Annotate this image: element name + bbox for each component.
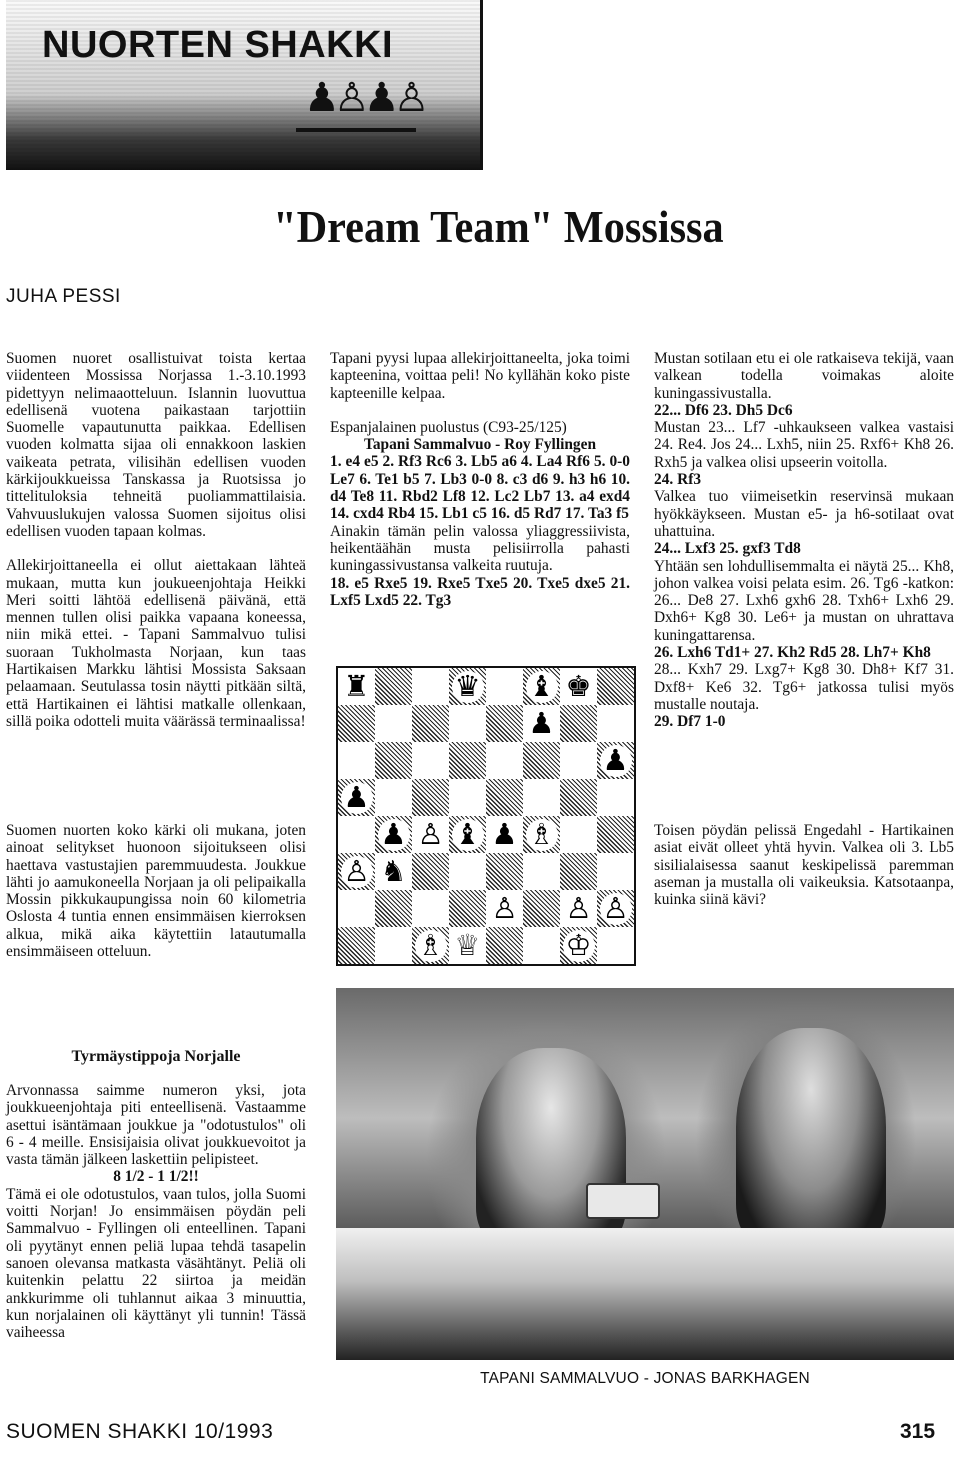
paragraph: Valkea tuo viimeisetkin reservinsä mukaan hyökkäykseen. Mustan e5- ja h6-sotilaat ovat uhattuina. xyxy=(654,488,954,540)
chess-diagram xyxy=(336,666,636,966)
chess-piece-icon: ♙ xyxy=(341,856,373,888)
board-square xyxy=(338,890,375,927)
board-square xyxy=(449,890,486,927)
paragraph: Suomen nuoret osallistuivat toista kertaa viidenteen Mossissa Norjassa 1.-3.10.1993 pidettyyn nelimaaotteluun. Islannin luovuttua edellisenä vuotena paikastaan tarjottiin Suomelle vapautunutta paikkaa. Edellisen vuoden kolmatta sijaa oli ennakkoon laskien vaikeata petrata, vilisihän edellisen vuoden kärkijoukkueissa Tanskassa ja Ruotsissa jo tittelituloksia tehneitä puoliammattilaisia. Vahvuuslukujen valossa Suomen sijoitus olisi edellisen vuoden tapaan kolmas. xyxy=(6,350,306,540)
match-score: 8 1/2 - 1 1/2!! xyxy=(113,1168,199,1186)
game-moves: 18. e5 Rxe5 19. Rxe5 Txe5 20. Txe5 dxe5 21. Lxf5 Lxd5 22. Tg3 xyxy=(330,574,630,609)
board-square xyxy=(338,816,375,853)
board-square xyxy=(560,742,597,779)
chess-piece-icon: ♙ xyxy=(600,893,632,925)
board-square xyxy=(449,705,486,742)
board-square xyxy=(449,742,486,779)
column-1-lower xyxy=(6,822,306,960)
board-square xyxy=(375,779,412,816)
paragraph: Mustan sotilaan etu ei ole ratkaiseva tekijä, vaan valkean todella voimakas aloite kuningassivustalla. xyxy=(654,350,954,402)
board-square xyxy=(523,853,560,890)
chess-piece-icon: ♜ xyxy=(343,669,370,703)
footer-magazine: SUOMEN SHAKKI 10/1993 xyxy=(6,1420,274,1443)
paragraph: Allekirjoittaneella ei ollut aiettakaan lähteä mukaan, mutta kun joukueenjohtaja Heikki Meri soitti lähtöä edellisenä päivänä, että mennen tullen olisi paikka vapaana koneessa, niin mikä ettei. - Tapani Sammalvuo tulisi suoraan Tukholmasta Norjaan, kun taas Hartikaisen Markku lähtisi Mossista Saksaan pelaamaan. Seutulassa tosin näytti pitkään siltä, että Hartikainen ei lähtisi matkalle ollenkaan, sillä poika odotteli muita väärässä terminaalissa! xyxy=(6,557,306,730)
chess-piece-icon: ♗ xyxy=(526,819,558,851)
paragraph: Suomen nuorten koko kärki oli mukana, joten ainoat selitykset huonoon sijoitukseen olisi haettava vastustajien paremmuudesta. Joukkue lähti jo aamukoneella Norjaan ja oli pelipaikalla Mossin pikkukaupungissa noin 60 kilometria Oslosta 4 tuntia ennen ensimmäisen kierroksen alkua, mikä aika käytettiin latautumalla ensimmäiseen otteluun. xyxy=(6,822,306,961)
chess-piece-icon: ♚ xyxy=(565,669,592,703)
board-square xyxy=(560,816,597,853)
game-players: Tapani Sammalvuo - Roy Fyllingen xyxy=(363,436,597,454)
column-3-lower xyxy=(654,822,954,908)
board-square xyxy=(597,927,634,964)
banner-underline xyxy=(296,128,416,132)
chess-clock-icon xyxy=(586,1183,660,1219)
board-square xyxy=(375,890,412,927)
column-1 xyxy=(6,350,306,730)
board-square xyxy=(412,816,449,853)
board-square xyxy=(449,853,486,890)
section-banner xyxy=(6,0,483,170)
sidebar-heading: Tyrmäystippoja Norjalle xyxy=(71,1048,241,1065)
board-square xyxy=(560,927,597,964)
board-square xyxy=(449,816,486,853)
board-square xyxy=(597,705,634,742)
board-square xyxy=(375,816,412,853)
sidebar-text xyxy=(6,1082,306,1341)
board-square xyxy=(597,816,634,853)
paragraph: Toisen pöydän pelissä Engedahl - Hartikainen asiat eivät olleet yhtä hyvin. Valkea oli 3. Lb5 sisilialaisessa saanut keskipelissä paremman aseman ja mustalla oli vaikeuksia. Katsotaanpa, kuinka siinä kävi? xyxy=(654,822,954,909)
photo-player-right xyxy=(736,1028,886,1248)
board-square xyxy=(523,816,560,853)
board-square xyxy=(375,927,412,964)
board-square xyxy=(338,927,375,964)
article-title: "Dream Team" Mossissa xyxy=(273,201,724,252)
board-square xyxy=(486,816,523,853)
board-square xyxy=(338,853,375,890)
board-square xyxy=(560,668,597,705)
board-square xyxy=(523,742,560,779)
chess-piece-icon: ♟ xyxy=(600,745,632,777)
board-square xyxy=(597,742,634,779)
chess-piece-icon: ♔ xyxy=(563,930,595,962)
board-square xyxy=(597,853,634,890)
chess-piece-icon: ♙ xyxy=(565,891,592,925)
board-square xyxy=(449,779,486,816)
board-square xyxy=(597,779,634,816)
game-moves: 24. Rf3 xyxy=(654,471,702,489)
paragraph: 28... Kxh7 29. Lxg7+ Kg8 30. Dh8+ Kf7 31. Dxf8+ Ke6 32. Tg6+ jatkossa tulisi myös mustalle noutaja. xyxy=(654,661,954,713)
board-square xyxy=(560,890,597,927)
board-square xyxy=(597,890,634,927)
chess-piece-icon: ♟ xyxy=(528,706,555,740)
board-square xyxy=(523,779,560,816)
board-square xyxy=(486,853,523,890)
paragraph: Tapani pyysi lupaa allekirjoittaneelta, joka toimi kapteenina, voittaa peli! No kyllähän koko piste kapteenille kelpaa. xyxy=(330,350,630,402)
board-square xyxy=(523,890,560,927)
board-square xyxy=(486,742,523,779)
board-square xyxy=(338,668,375,705)
chess-piece-icon: ♛ xyxy=(452,671,484,703)
board-square xyxy=(486,668,523,705)
paragraph: Arvonnassa saimme numeron yksi, jota joukkueenjohtaja piti enteellisenä. Vastaamme asettui isäntämaan joukkue ja "odotustulos" oli 6 - 4 meille. Ensisijaisia olivat joukkuevoitot ja vasta tämän jälkeen laskettiin pelipisteet. xyxy=(6,1082,306,1169)
board-square xyxy=(412,927,449,964)
article-author: JUHA PESSI xyxy=(6,286,121,307)
game-moves: 29. Df7 1-0 xyxy=(654,713,726,731)
board-square xyxy=(338,779,375,816)
board-square xyxy=(375,705,412,742)
board-square xyxy=(412,668,449,705)
section-title: NUORTEN SHAKKI xyxy=(42,24,394,66)
column-3 xyxy=(654,350,954,731)
board-square xyxy=(560,853,597,890)
paragraph: Mustan 23... Lf7 -uhkaukseen valkea vastaisi 24. Re4. Jos 24... Lxh5, niin 25. Rxf6+ Kh8 26. Rxh5 ja valkea olisi upseerin voitolla. xyxy=(654,419,954,471)
paragraph: Ainakin tämän pelin valossa yliaggressiivista, heikentäähän musta pelisiirrolla pahasti kuningassivustansa valkeita ruutuja. xyxy=(330,522,630,575)
board-square xyxy=(449,668,486,705)
board-square xyxy=(375,742,412,779)
board-square xyxy=(412,890,449,927)
opening-name: Espanjalainen puolustus (C93-25/125) xyxy=(330,418,567,436)
chess-piece-icon: ♙ xyxy=(417,817,444,851)
chess-piece-icon: ♝ xyxy=(452,819,484,851)
photo-table xyxy=(336,1228,954,1360)
board-square xyxy=(412,742,449,779)
pawn-row-icon: ♟♙♟♙ xyxy=(304,75,424,120)
board-square xyxy=(412,853,449,890)
game-moves: 1. e4 e5 2. Rf3 Rc6 3. Lb5 a6 4. La4 Rf6 5. 0-0 Le7 6. Te1 b5 7. Lb3 0-0 8. c3 d6 9. h3 h6 10. d4 Te8 11. Rbd2 Lf8 12. Lc2 Lb7 13. a4 exd4 14. cxd4 Rb4 15. Lb1 c5 16. d5 Rd7 17. Ta3 f5 xyxy=(330,453,630,523)
game-moves: 22... Df6 23. Dh5 Dc6 xyxy=(654,401,793,419)
page-number: 315 xyxy=(900,1420,936,1443)
chess-piece-icon: ♙ xyxy=(491,891,518,925)
board-square xyxy=(412,779,449,816)
game-moves: 24... Lxf3 25. gxf3 Td8 xyxy=(654,540,801,558)
board-square xyxy=(523,668,560,705)
photo-caption: TAPANI SAMMALVUO - JONAS BARKHAGEN xyxy=(480,1370,810,1387)
board-square xyxy=(560,779,597,816)
paragraph: Yhtään sen lohdullisemmalta ei näytä 25... Kh8, johon valkea voisi pelata esim. 26. Tg6 -katkon: 26... De8 27. Lxh6 gxh6 28. Txh6+ Lxh6 29. Dxh6+ Kg8 30. Le6+ ja mustan on uhrattava kuningattarensa. xyxy=(654,557,954,644)
board-square xyxy=(449,927,486,964)
board-square xyxy=(597,668,634,705)
board-square xyxy=(486,779,523,816)
board-square xyxy=(523,705,560,742)
board-square xyxy=(486,927,523,964)
board-square xyxy=(338,705,375,742)
paragraph: Tämä ei ole odotustulos, vaan tulos, jolla Suomi voitti Norjan! Jo ensimmäisen pöydän peli Sammalvuo - Fyllingen oli enteellinen. Tapani oli pyytänyt ennen peliä lupaa tehdä tasapelin sanoen olevansa matkasta väsähtänyt. Peliä oli kuitenkin pelattu 22 siirtoa ja meidän ankkurimme oli tuhlannut aikaa 3 minuuttia, kun norjalainen oli käyttänyt yli tunnin! Tässä vaiheessa xyxy=(6,1185,306,1342)
chess-piece-icon: ♟ xyxy=(378,819,410,851)
board-square xyxy=(338,742,375,779)
chess-piece-icon: ♟ xyxy=(341,782,373,814)
board-square xyxy=(486,890,523,927)
chess-piece-icon: ♝ xyxy=(526,671,558,703)
chess-piece-icon: ♞ xyxy=(380,854,407,888)
chess-piece-icon: ♕ xyxy=(454,928,481,962)
board-square xyxy=(375,668,412,705)
column-2 xyxy=(330,350,630,609)
board-square xyxy=(523,927,560,964)
board-square xyxy=(486,705,523,742)
board-square xyxy=(375,853,412,890)
board-square xyxy=(560,705,597,742)
chess-piece-icon: ♟ xyxy=(491,817,518,851)
game-photo xyxy=(336,988,954,1360)
game-moves: 26. Lxh6 Td1+ 27. Kh2 Rd5 28. Lh7+ Kh8 xyxy=(654,644,931,662)
chess-piece-icon: ♗ xyxy=(415,930,447,962)
board-square xyxy=(412,705,449,742)
